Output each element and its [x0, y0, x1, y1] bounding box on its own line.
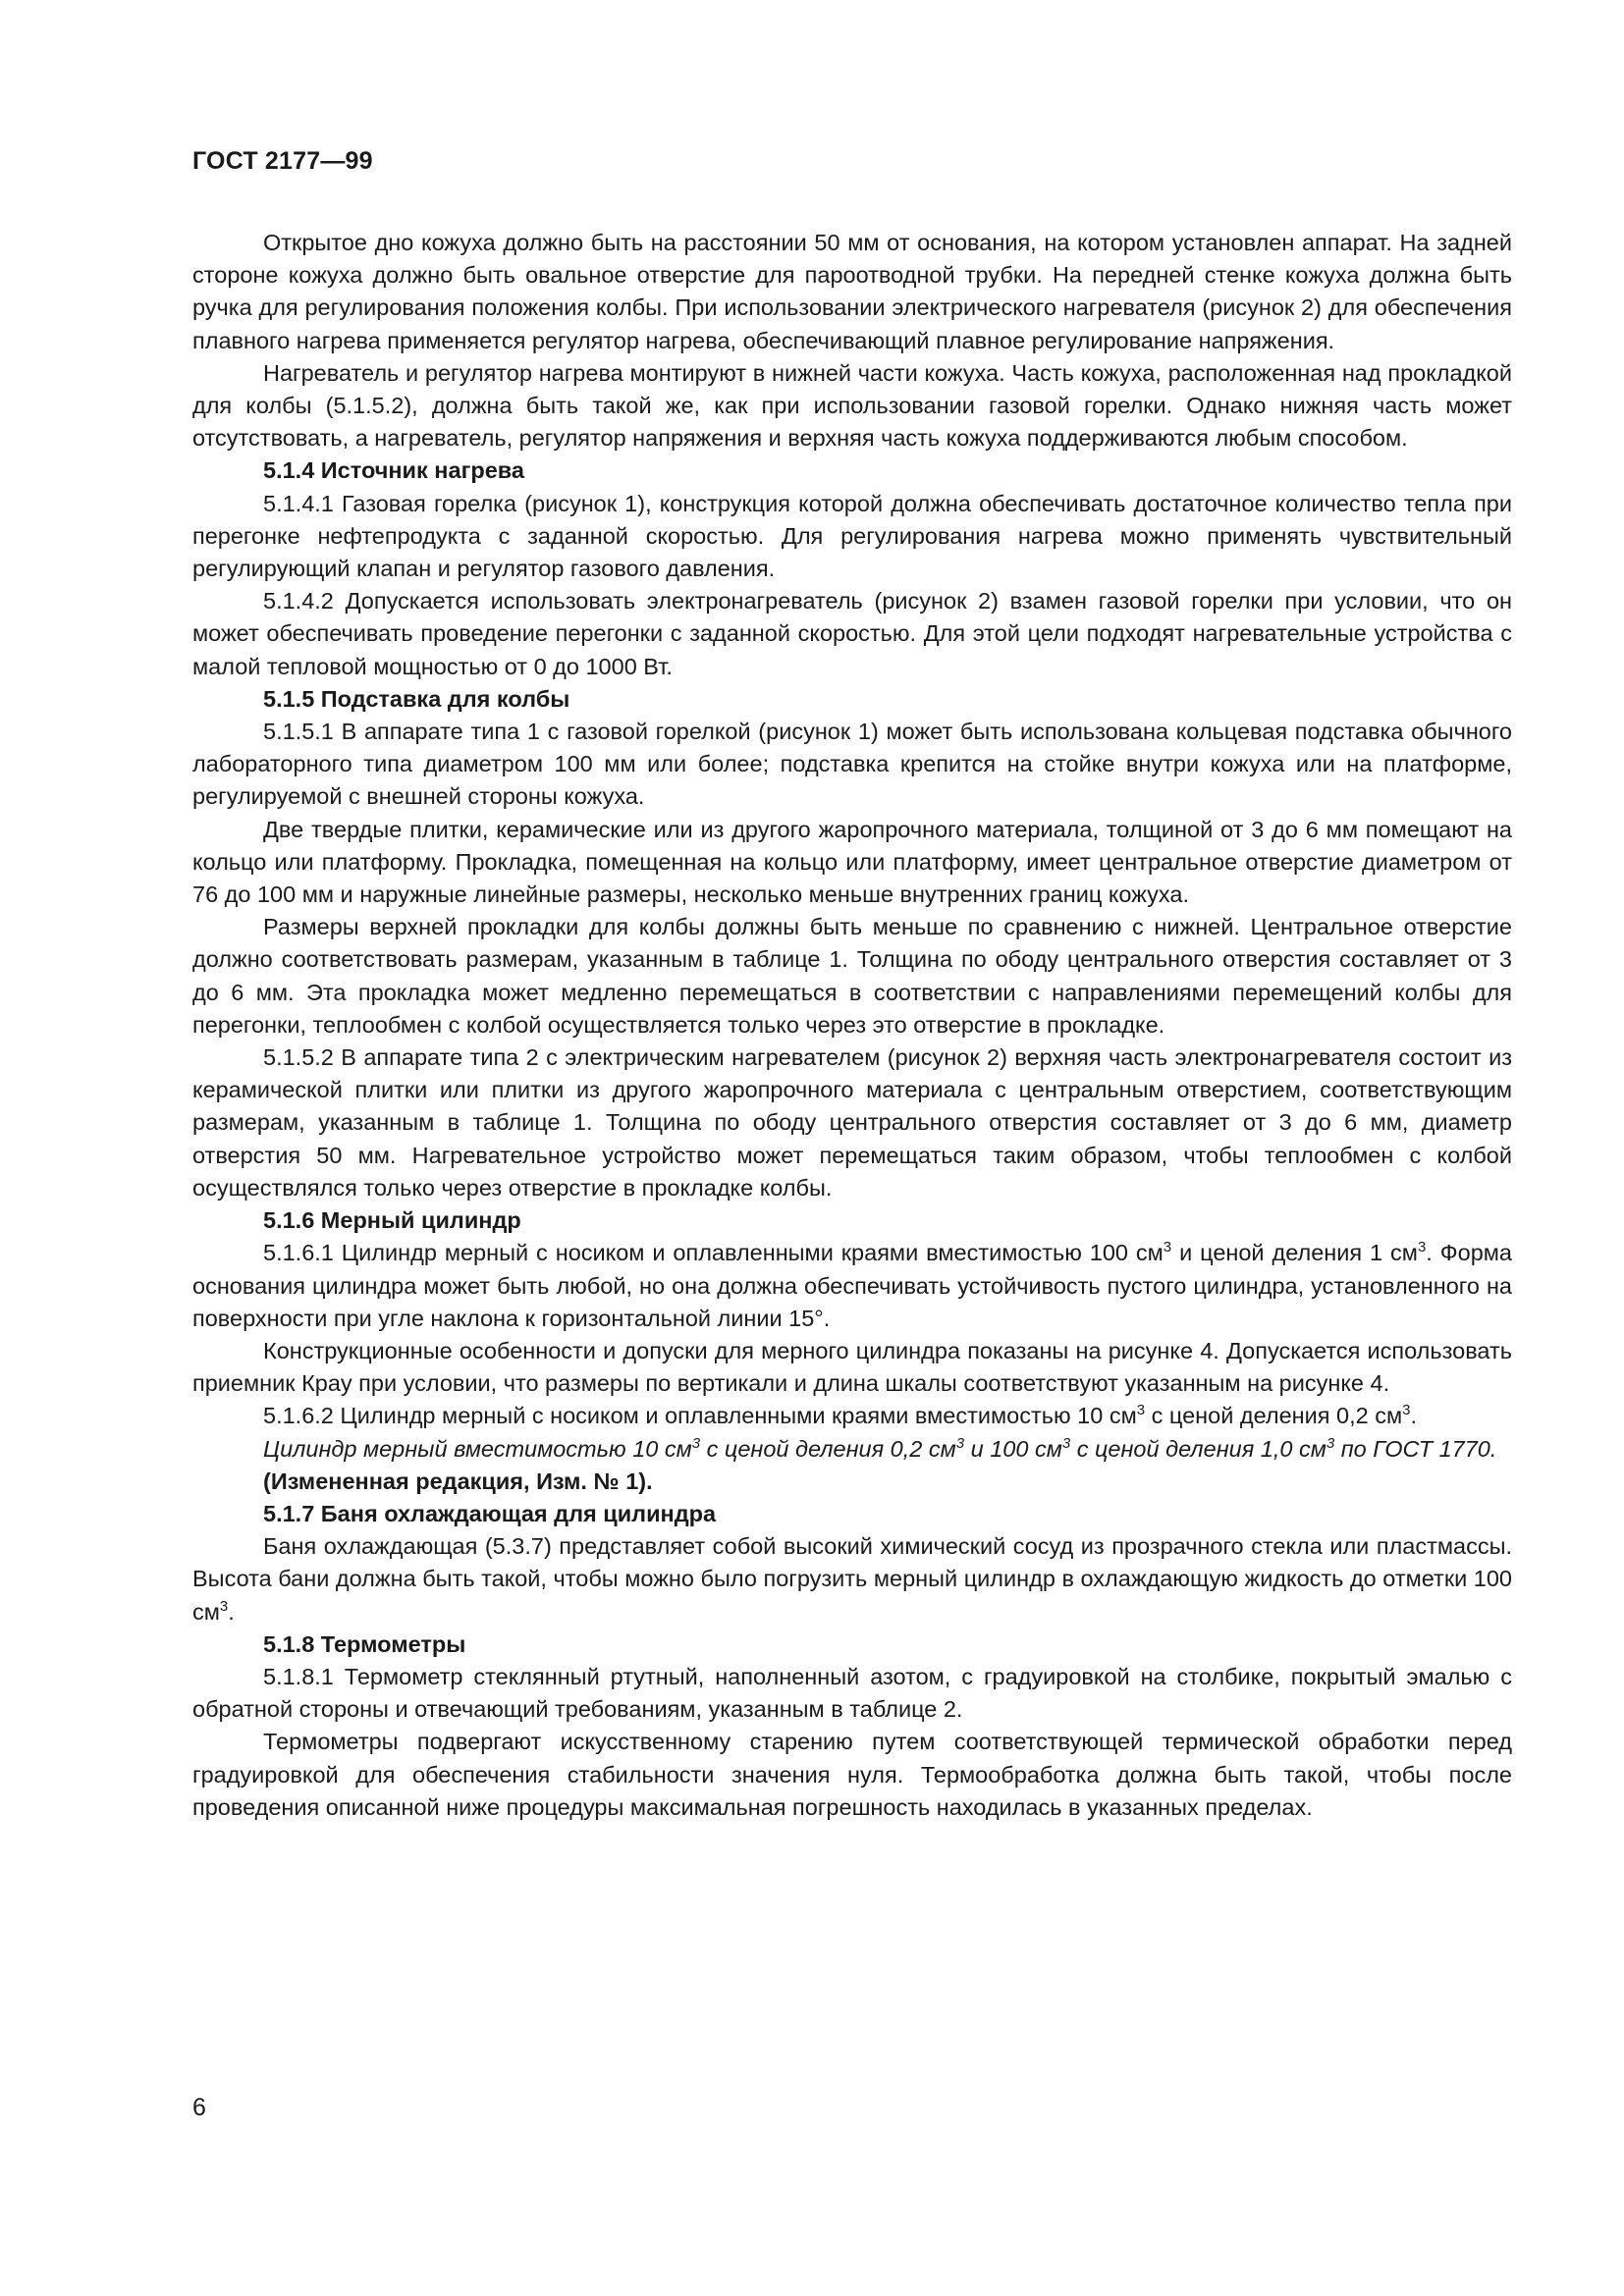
- text-run: Цилиндр мерный вместимостью 10 см: [263, 1435, 692, 1462]
- paragraph-upper-pad: Размеры верхней прокладки для колбы должны быть меньше по сравнению с нижней. Центральное отверстие должно соответствовать размерам, указанным в таблице 1. Толщина по ободу центрального отверстия составляет от 3 до 6 мм. Эта прокладка может медленно перемещаться в соответствии с направлениями перемещений колбы для перегонки, теплообмен с колбой осуществляется только через это отверстие в прокладке.: [192, 914, 1512, 1038]
- superscript: 3: [1417, 1239, 1427, 1256]
- superscript: 3: [1136, 1402, 1146, 1419]
- text-run: Баня охлаждающая (5.3.7) представляет собой высокий химический сосуд из прозрачного стекла или пластмассы. Высота бани должна быть такой, чтобы можно было погрузить мерный цилиндр в охлаждающую жидкость до отметки 100 см: [192, 1533, 1512, 1625]
- text-run: с ценой деления 1,0 см: [1070, 1435, 1326, 1462]
- page-number: 6: [192, 2094, 206, 2121]
- text-run: .: [1410, 1403, 1417, 1429]
- paragraph-cooling-bath: [192, 1530, 1512, 1629]
- heading-5-1-7: 5.1.7 Баня охлаждающая для цилиндра: [263, 1500, 717, 1526]
- text-run: с ценой деления 0,2 см: [700, 1435, 956, 1462]
- paragraph-heater-mounting: Нагреватель и регулятор нагрева монтируют в нижней части кожуха. Часть кожуха, расположенная над прокладкой для колбы (5.1.5.2), должна быть такой же, как при использовании газовой горелки. Однако нижняя часть может отсутствовать, а нагреватель, регулятор напряжения и верхняя часть кожуха поддерживаются любым способом.: [192, 359, 1512, 452]
- paragraph-5-1-4-1: 5.1.4.1 Газовая горелка (рисунок 1), конструкция которой должна обеспечивать достаточное количество тепла при перегонке нефтепродукта с заданной скоростью. Для регулирования нагрева можно применять чувствительный регулирующий клапан и регулятор газового давления.: [192, 490, 1512, 582]
- amendment-note: (Измененная редакция, Изм. № 1).: [263, 1468, 653, 1494]
- paragraph-casing-bottom: Открытое дно кожуха должно быть на расстоянии 50 мм от основания, на котором установлен аппарат. На задней стороне кожуха должно быть овальное отверстие для пароотводной трубки. На передней стенке кожуха должна быть ручка для регулирования положения колбы. При использовании электрического нагревателя (рисунок 2) для обеспечения плавного нагрева применяется регулятор нагрева, обеспечивающий плавное регулирование напряжения.: [192, 230, 1512, 353]
- text-run: с ценой деления 0,2 см: [1145, 1403, 1403, 1429]
- text-run: 5.1.6.2 Цилиндр мерный с носиком и оплавленными краями вместимостью 10 см: [263, 1403, 1137, 1429]
- text-run: .: [228, 1598, 235, 1625]
- text-run: и 100 см: [964, 1435, 1062, 1462]
- paragraph-cylinder-tolerances: Конструкционные особенности и допуски для мерного цилиндра показаны на рисунке 4. Допускается использовать приемник Краy при условии, что размеры по вертикали и длина шкалы соответствуют указанным на рисунке 4.: [192, 1337, 1512, 1397]
- superscript: 3: [691, 1434, 701, 1452]
- text-run: и ценой деления 1 см: [1171, 1240, 1418, 1266]
- heading-5-1-6: 5.1.6 Мерный цилиндр: [263, 1207, 521, 1234]
- heading-5-1-4: 5.1.4 Источник нагрева: [263, 457, 524, 484]
- superscript: 3: [219, 1597, 229, 1615]
- superscript: 3: [1402, 1402, 1411, 1419]
- text-run: по ГОСТ 1770.: [1334, 1435, 1497, 1462]
- paragraph-5-1-8-1: 5.1.8.1 Термометр стеклянный ртутный, наполненный азотом, с градуировкой на столбике, покрытый эмалью с обратной стороны и отвечающий требованиям, указанным в таблице 2.: [192, 1663, 1512, 1723]
- superscript: 3: [1061, 1434, 1071, 1452]
- heading-5-1-5: 5.1.5 Подставка для колбы: [263, 685, 570, 712]
- superscript: 3: [1326, 1434, 1335, 1452]
- text-run: . Форма основания цилиндра может быть любой, но она должна обеспечивать устойчивость пустого цилиндра, установленного на поверхности при угле наклона к горизонтальной линии 15°.: [192, 1240, 1512, 1331]
- text-run: 5.1.6.1 Цилиндр мерный с носиком и оплавленными краями вместимостью 100 см: [263, 1240, 1164, 1266]
- paragraph-plates: Две твердые плитки, керамические или из другого жаропрочного материала, толщиной от 3 до 6 мм помещают на кольцо или платформу. Прокладка, помещенная на кольцо или платформу, имеет центральное отверстие диаметром от 76 до 100 мм и наружные линейные размеры, несколько меньше внутренних границ кожуха.: [192, 816, 1512, 908]
- paragraph-cylinder-standard: [192, 1433, 1512, 1466]
- superscript: 3: [1163, 1239, 1172, 1256]
- paragraph-thermometer-aging: Термометры подвергают искусственному старению путем соответствующей термической обработки перед градуировкой для обеспечения стабильности значения нуля. Термообработка должна быть такой, чтобы после проведения описанной ниже процедуры максимальная погрешность находилась в указанных пределах.: [192, 1729, 1512, 1820]
- paragraph-5-1-4-2: 5.1.4.2 Допускается использовать электронагреватель (рисунок 2) взамен газовой горелки при условии, что он может обеспечивать проведение перегонки с заданной скоростью. Для этой цели подходят нагревательные устройства с малой тепловой мощностью от 0 до 1000 Вт.: [192, 588, 1512, 679]
- paragraph-5-1-6-2: [192, 1400, 1512, 1432]
- document-body: [192, 227, 1512, 1824]
- heading-5-1-8: 5.1.8 Термометры: [263, 1630, 466, 1657]
- document-header: ГОСТ 2177—99: [192, 147, 373, 175]
- paragraph-5-1-6-1: [192, 1237, 1512, 1335]
- paragraph-5-1-5-1: 5.1.5.1 В аппарате типа 1 с газовой горелкой (рисунок 1) может быть использована кольцевая подставка обычного лабораторного типа диаметром 100 мм или более; подставка крепится на стойке внутри кожуха или на платформе, регулируемой с внешней стороны кожуха.: [192, 719, 1512, 810]
- superscript: 3: [955, 1434, 965, 1452]
- paragraph-5-1-5-2: 5.1.5.2 В аппарате типа 2 с электрическим нагревателем (рисунок 2) верхняя часть электронагревателя состоит из керамической плитки или плитки из другого жаропрочного материала с центральным отверстием, соответствующим размерам, указанным в таблице 1. Толщина по ободу центрального отверстия составляет от 3 до 6 мм, диаметр отверстия 50 мм. Нагревательное устройство может перемещаться таким образом, чтобы теплообмен с колбой осуществлялся только через отверстие в прокладке колбы.: [192, 1044, 1512, 1201]
